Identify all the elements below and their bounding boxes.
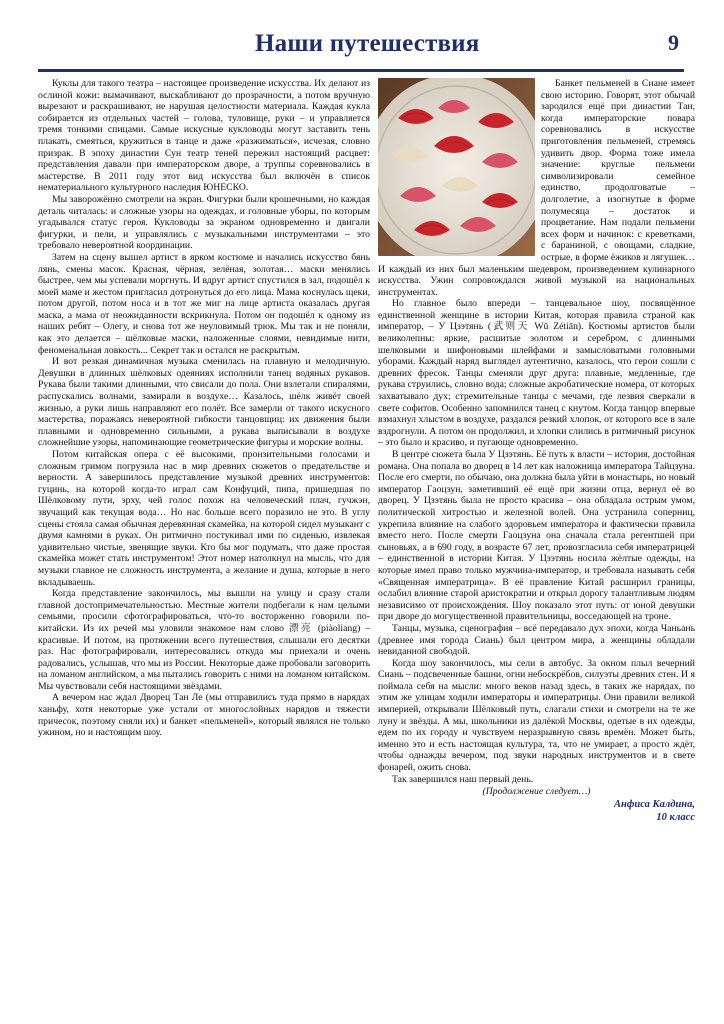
paragraph: Мы заворожённо смотрели на экран. Фигурки были крошечными, но каждая деталь читалась: и сложные узоры на одеждах, и головные уборы, по которым угадывался статус героя. Кукловоды за экраном одновременно и двигали фигурки, и пели, и управлялись с музыкальными инструментами – это требовало невероятной координации. [38,193,370,252]
paragraph: Так завершился наш первый день. [392,773,534,785]
paragraph: Танцы, музыка, сценография – всё передавало дух эпохи, когда Чаньань (древнее имя города Сиань) был центром мира, а женщины обладали невиданной свободой. [378,622,695,658]
paragraph: И вот резкая динамичная музыка сменилась на плавную и мелодичную. Девушки в длинных шёлковых одеяниях исполнили танец водяных рукавов. Рукава были такими длинными, что свисали до пола. Они взлетали спиралями, распускались волнами, замирали в воздухе… Казалось, шёлк живёт своей жизнью, а руки лишь направляют его полёт. Все замерли от такого искусного мастерства, поражаясь невероятной гибкости танцовщиц: их движения были плавными и одновременно сильными, а рукава выписывали в воздухе сложнейшие узоры, напоминающие геометрические фигуры и морские волны. [38,356,370,449]
paragraph: Затем на сцену вышел артист в ярком костюме и начались искусство бянь лянь, смены масок. Красная, чёрная, зелёная, золотая… маски менялись быстрее, чем мы успевали моргнуть. И вдруг артист спустился в зал, подошёл к моей маме и жестом пригласил дотронуться до его лица. Мама коснулась щеки, потом другой, потом носа и в тот же миг на лице артиста оказалась другая маска, а мама от неожиданности вскрикнула. Потом он подошёл к одному из наших ребят – Олегу, и снова тот же неуловимый трюк. Мы так и не поняли, как это делается – шёлковые маски, наложенные слоями, невидимые нити, феноменальная ловкость... Секрет так и остался не раскрытым. [38,251,370,356]
paragraph: Когда представление закончилось, мы вышли на улицу и сразу стали главной достопримечательностью. Местные жители подбегали к нам целыми семьями, просили сфотографироваться, что-то восторженно говорили по-китайски. Из их речей мы уловили знакомое нам слово 漂亮 (piàoliang) – красивые. И потом, на протяжении всего путешествия, слышали его десятки раз. Нас фотографировали, интересовались откуда мы приехали и очень радовались, услышав, что мы из России. Некоторые даже пробовали заговорить на ломаном английском, а мы пытались говорить с ними на ломаном китайском. Мы чувствовали себя настоящими звёздами. [38,588,370,692]
dumplings-photo-icon [378,78,535,256]
paragraph: Банкет пельменей в Сиане имеет свою историю. Говорят, этот обычай зародился ещё при династии Тан, когда императорские повара соревновались в искусстве приготовления пельменей, стремясь удивить двор. Форма тоже имела значение: круглые пельмени символизировали семейное единство, продолговатые – долголетие, а изогнутые в форме полумесяца – достаток и процветание. Нам подали пельмени всех форм и начинок: с креветками, с бараниной, с овощами, сладкие, острые, в форме ёжиков и лягушек… И каждый из них был маленьким шедевром, произведением кулинарного искусства. Ужин сопровождался живой музыкой на национальных инструментах. [378,78,695,298]
paragraph: Но главное было впереди – танцевальное шоу, посвящённое единственной женщине в истории Китая, которая правила страной как император, – У Цзэтянь (武则天 Wǔ Zétiān). Костюмы артистов были великолепны: яркие, расшитые золотом и серебром, с длинными шелковыми и шифоновыми шлейфами и замысловатыми головными уборами. Каждый наряд выглядел аутентично, казалось, что герои сошли с древних фресок. Танцы сменяли друг друга: плавные, медленные, где рукава струились, словно вода; сложные акробатические номера, от которых захватывало дух; стремительные танцы с мечами, где лезвия сверкали в свете софитов. Особенно запомнился танец с кнутом. Когда танцор впервые взмахнул хлыстом в воздухе, раздался резкий хлопок, от которого все в зале вздрогнули. А потом он продолжил, и хлопки слились в ритмичный рисунок – это было и красиво, и пугающе одновременно. [378,298,695,449]
author-class: 10 класс [656,811,695,823]
paragraph: А вечером нас ждал Дворец Тан Ле (мы отправились туда прямо в нарядах ханьфу, хотя некоторые уже устали от многослойных нарядов и тяжести причесок, поэтому сняли их) и банкет «пельменей», который являлся не только ужином, но и настоящим шоу. [38,692,370,739]
left-column [38,78,370,996]
header-rule [38,69,684,72]
paragraph: Потом китайская опера с её высокими, пронзительными голосами и сложным гримом погрузила нас в мир древних сюжетов о предательстве и верности. А завершилось представление музыкой древних инструментов: гуцинь, на которой когда-то играл сам Конфуций, пипа, пришедшая по Шёлковому пути, эрху, чей голос похож на человеческий плач, гучжэн, звучащий как текущая вода… Но нас больше всего поразило не это. В углу сцены стояла самая обычная деревянная скамейка, на которой сидел музыкант с двумя камнями в руках. Он ритмично постукивал ими по сиденью, извлекая удивительно чистые, звенящие звуки. Кто бы мог подумать, что даже простая скамейка может стать инструментом! Этот номер натолкнул на мысль, что для музыки главное не сложность инструмента, а желание и душа, которые в него вкладываешь. [38,449,370,588]
paragraph: В центре сюжета была У Цзэтянь. Её путь к власти – история, достойная романа. Она попала во дворец в 14 лет как наложница императора Тайцзуна. После его смерти, по обычаю, она должна была уйти в монастырь, но новый император Гаоцзун, заметивший её ещё при жизни отца, вернул её во дворец. У Цзэтянь была не просто красива – она обладала острым умом, политической хитростью и железной волей. Она устранила соперниц, укрепила влияние на слабого здоровьем императора и фактически правила вместо него. После смерти Гаоцзуна она сначала стала регентшей при сыновьях, а в 690 году, в возрасте 67 лет, провозгласила себя императрицей – единственной в истории Китая. У Цзэтянь носила жёлтые одежды, на которые имел право только мужчина-император, и требовала называть себя «Священная императрица». В её правление Китай расширил границы, ослабил влияние старой аристократии и открыл дорогу талантливым людям независимо от происхождения. Шоу показало этот путь: от юной девушки при дворе до могущественной правительницы, восседающей на троне. [378,449,695,623]
page-header [0,0,724,76]
right-column [378,78,695,998]
author-name: Анфиса Калдина, [614,798,695,810]
paragraph: Когда шоу закончилось, мы сели в автобус. За окном плыл вечерний Сиань – подсвеченные башни, огни небоскрёбов, силуэты древних стен. И я поймала себя на мысли: много веков назад здесь, в таких же нарядах, по этим же улицам ходили императоры и императрицы. Они правили великой империей, открывали Шёлковый путь, слагали стихи и смотрели на те же луну и звёзды. А мы, школьники из далёкой Москвы, одетые в их одежды, едем по их городу и чувствуем неразрывную связь времён. Может быть, именно это и есть настоящая культура, та, что не умирает, а просто ждёт, чтобы однажды вечером, под звуки народных инструментов и в свете фонарей, ожить снова. [378,657,695,774]
section-title: Наши путешествия [255,30,480,57]
continued-note: (Продолжение следует…) [482,786,591,798]
paragraph: Куклы для такого театра – настоящее произведение искусства. Их делают из ослиной кожи: вымачивают, выскабливают до прозрачности, а потом вручную вырезают и раскрашивают, не нарушая целостности материала. Каждая кукла собирается из отдельных частей – голова, туловище, руки – и управляется тремя тонкими спицами. Самые искусные кукловоды могут заставить тень плакать, смеяться, кружиться в танце и даже «разжиматься», исчезая, словно призрак. В эпоху династии Сун театр теней пережил настоящий расцвет: представления давали при императорском дворе, а труппы соревновались в мастерстве. В 2011 году этот вид искусства был включён в список нематериального культурного наследия ЮНЕСКО. [38,78,370,194]
page-number: 9 [668,30,679,55]
